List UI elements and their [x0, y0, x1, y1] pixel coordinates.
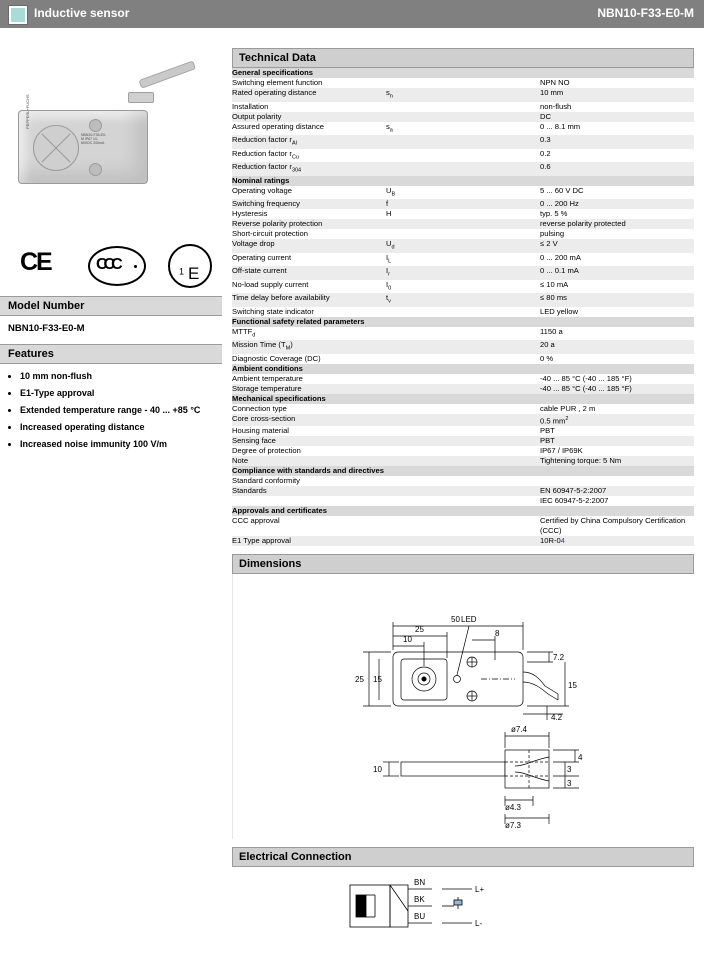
svg-text:BN: BN — [414, 878, 426, 888]
spec-value: 0.5 $mm^2$ — [540, 414, 694, 427]
spec-value: 0 ... 200 mA — [540, 252, 581, 262]
spec-value: LED yellow — [540, 306, 578, 316]
features-list — [0, 370, 222, 450]
spec-value: NPN NO — [540, 78, 570, 87]
spec-symbol: $U_B$ — [386, 185, 396, 198]
spec-label: Switching state indicator — [232, 306, 314, 316]
spec-value: ≤ 2 V — [540, 239, 694, 253]
ccc-mark-text: CCC — [96, 256, 119, 273]
table-group-label: Mechanical specifications — [232, 394, 694, 404]
svg-text:4: 4 — [578, 753, 583, 763]
spec-label: Assured operating distance — [232, 121, 325, 131]
product-photo — [0, 34, 222, 240]
table-row — [232, 112, 694, 122]
spec-symbol: $I_L$ — [386, 252, 392, 265]
electrical-svg — [232, 867, 694, 959]
spec-label: Sensing face — [232, 436, 386, 446]
spec-label — [232, 496, 386, 506]
svg-text:ø4.3: ø4.3 — [505, 803, 522, 813]
table-row — [232, 354, 694, 364]
spec-label: Voltage drop — [232, 239, 386, 253]
spec-value: 5 ... 60 V DC — [540, 185, 584, 195]
spec-value: DC — [540, 112, 694, 122]
spec-value: 10R-04 — [540, 536, 694, 546]
table-row — [232, 384, 694, 394]
table-row — [232, 327, 694, 341]
spec-symbol — [386, 384, 540, 394]
spec-value: PBT — [540, 426, 555, 436]
spec-symbol — [386, 219, 540, 229]
spec-symbol: $U_d$ — [386, 239, 540, 253]
spec-symbol — [386, 536, 540, 546]
model-number-value: NBN10-F33-E0-M — [8, 323, 85, 334]
table-group-row — [232, 317, 694, 327]
electrical-connection-header: Electrical Connection — [232, 847, 694, 867]
spec-symbol — [386, 354, 540, 364]
spec-symbol — [386, 229, 540, 239]
svg-text:15: 15 — [568, 681, 577, 691]
table-group-label: General specifications — [232, 68, 694, 78]
spec-symbol: f — [386, 199, 540, 209]
spec-label: Time delay before availability — [232, 293, 386, 307]
table-row — [232, 307, 694, 317]
spec-value: ≤ 80 ms — [540, 293, 694, 307]
spec-value: 0.2 — [540, 148, 551, 158]
table-row — [232, 102, 694, 112]
e1-mark-icon — [168, 244, 212, 288]
svg-text:25: 25 — [355, 675, 364, 685]
table-row — [232, 426, 694, 436]
cable-illustration — [138, 60, 196, 88]
spec-value: -40 ... 85 °C (-40 ... 185 °F) — [540, 373, 632, 383]
electrical-connection-drawing — [232, 867, 694, 962]
svg-text:10: 10 — [373, 765, 382, 775]
spec-value: 0.3 — [540, 135, 694, 149]
table-group-label: Ambient conditions — [232, 364, 694, 374]
spec-label: Switching element function — [232, 78, 323, 87]
spec-symbol — [386, 374, 540, 384]
table-group-row — [232, 394, 694, 404]
spec-symbol — [386, 446, 540, 456]
table-group-label: Compliance with standards and directives — [232, 466, 694, 476]
table-row — [232, 88, 694, 102]
spec-value: Tightening torque: 5 Nm — [540, 456, 694, 466]
table-row — [232, 340, 694, 354]
table-row — [232, 414, 694, 427]
spec-label: Standards — [232, 486, 386, 496]
table-row — [232, 78, 694, 88]
spec-value: 0 ... 200 Hz — [540, 199, 694, 209]
svg-text:L-: L- — [475, 919, 483, 929]
spec-label: CCC approval — [232, 516, 280, 526]
table-row — [232, 162, 694, 176]
technical-data-table — [232, 68, 694, 546]
svg-text:8: 8 — [495, 629, 500, 639]
sensor-part-label: NBN10-F33-E0-M IP67 10-60VDC 200mA — [81, 133, 107, 145]
svg-text:ø7.4: ø7.4 — [511, 725, 528, 735]
right-column — [232, 48, 694, 962]
header-model-number: NBN10-F33-E0-M — [597, 6, 694, 20]
spec-label: No-load supply current — [232, 279, 309, 289]
svg-text:BK: BK — [414, 895, 425, 905]
spec-symbol — [386, 436, 540, 446]
svg-text:L+: L+ — [475, 885, 485, 895]
spec-symbol: $I_r$ — [386, 266, 540, 280]
spec-symbol — [386, 102, 540, 112]
spec-label: Standard conformity — [232, 476, 300, 486]
feature-item: • Extended temperature range - 40 ... +85 °C — [20, 404, 214, 416]
spec-symbol — [386, 135, 540, 149]
table-group-label: Nominal ratings — [232, 176, 694, 186]
spec-symbol — [386, 404, 540, 414]
svg-text:25: 25 — [415, 625, 424, 635]
spec-symbol — [386, 149, 540, 163]
spec-value: 0 % — [540, 353, 554, 363]
dimensions-svg — [233, 574, 695, 836]
ccc-mark-icon — [88, 246, 146, 286]
spec-value: EN 60947-5-2:2007 — [540, 486, 694, 496]
spec-label: Installation — [232, 101, 269, 111]
spec-label: Output polarity — [232, 112, 386, 122]
table-row — [232, 199, 694, 209]
spec-value: IEC 60947-5-2:2007 — [540, 496, 609, 506]
spec-label: Mission Time $(T_M)$ — [232, 340, 386, 354]
spec-value: pulsing — [540, 229, 565, 239]
spec-value: cable PUR , 2 m — [540, 403, 596, 413]
table-row — [232, 496, 694, 506]
table-row — [232, 122, 694, 136]
table-group-row — [232, 176, 694, 186]
feature-item: • Increased noise immunity 100 V/m — [20, 438, 214, 450]
table-row — [232, 516, 694, 536]
table-row — [232, 219, 694, 229]
table-row — [232, 149, 694, 163]
mounting-hole-icon — [89, 119, 102, 132]
spec-value: 20 a — [540, 340, 694, 354]
svg-text:ø7.3: ø7.3 — [505, 821, 522, 831]
spec-label: Storage temperature — [232, 384, 386, 394]
dimensions-drawing — [232, 574, 695, 839]
spec-symbol — [386, 496, 540, 506]
page-title: Inductive sensor — [34, 6, 130, 20]
spec-symbol — [386, 486, 540, 496]
spec-value: reverse polarity protected — [540, 219, 694, 229]
feature-item: • E1-Type approval — [20, 387, 214, 399]
spec-symbol: $s_n$ — [386, 88, 540, 102]
page-header — [0, 0, 704, 28]
spec-value: non-flush — [540, 101, 572, 111]
spec-value: 1150 a — [540, 326, 563, 336]
svg-text:15: 15 — [373, 675, 382, 685]
table-row — [232, 280, 694, 294]
left-column — [0, 34, 222, 455]
table-row — [232, 436, 694, 446]
spec-symbol — [386, 327, 540, 341]
table-row — [232, 374, 694, 384]
spec-symbol: $s_a$ — [386, 121, 393, 134]
spec-label: Reverse polarity protection — [232, 219, 386, 229]
spec-symbol — [386, 414, 540, 427]
table-group-row — [232, 466, 694, 476]
table-row — [232, 293, 694, 307]
svg-text:3: 3 — [567, 765, 572, 775]
svg-text:10: 10 — [403, 635, 412, 645]
spec-symbol — [386, 112, 540, 122]
spec-value: PBT — [540, 436, 694, 446]
table-group-row — [232, 506, 694, 516]
table-row — [232, 239, 694, 253]
table-row — [232, 135, 694, 149]
spec-symbol — [386, 340, 540, 354]
feature-item: • 10 mm non-flush — [20, 370, 214, 382]
spec-label: Diagnostic Coverage (DC) — [232, 353, 321, 363]
ccc-mark-dot-icon — [134, 265, 137, 268]
spec-symbol: H — [386, 209, 392, 219]
spec-label: Degree of protection — [232, 446, 301, 456]
table-row — [232, 476, 694, 486]
spec-value: Certified by China Compulsory Certification (CCC) — [540, 516, 686, 536]
sensing-face-icon — [33, 125, 79, 171]
feature-item: • Increased operating distance — [20, 421, 214, 433]
svg-text:4.2: 4.2 — [551, 713, 563, 723]
spec-label: Ambient temperature — [232, 373, 303, 383]
spec-symbol: $t_v$ — [386, 293, 540, 307]
table-row — [232, 446, 694, 456]
spec-value: 10 mm — [540, 88, 694, 102]
spec-label: E1 Type approval — [232, 536, 386, 546]
spec-value — [540, 476, 694, 486]
table-row — [232, 266, 694, 280]
spec-label: $MTTF_d$ — [232, 326, 256, 339]
table-row — [232, 186, 694, 200]
spec-label: Operating current — [232, 252, 292, 262]
table-row — [232, 253, 694, 267]
table-group-row — [232, 364, 694, 374]
spec-label: Operating voltage — [232, 185, 292, 195]
ce-mark-icon: CE — [20, 248, 51, 276]
spec-label: Reduction factor $r_{304}$ — [232, 162, 386, 176]
table-row — [232, 536, 694, 546]
table-row — [232, 229, 694, 239]
spec-label: Short-circuit protection — [232, 229, 308, 239]
spec-label: Hysteresis — [232, 209, 268, 219]
spec-symbol — [386, 516, 540, 536]
spec-value: typ. 5 % — [540, 209, 568, 219]
table-row — [232, 456, 694, 466]
table-row — [232, 209, 694, 219]
spec-label: Connection type — [232, 403, 287, 413]
svg-text:LED: LED — [461, 615, 477, 625]
spec-symbol — [386, 476, 540, 486]
model-number-header: Model Number — [0, 296, 222, 316]
spec-symbol — [386, 426, 540, 436]
spec-symbol — [386, 456, 540, 466]
spec-value: -40 ... 85 °C (-40 ... 185 °F) — [540, 384, 694, 394]
table-row — [232, 486, 694, 496]
spec-label: Switching frequency — [232, 199, 386, 209]
features-header: Features — [0, 344, 222, 364]
header-logo-icon — [8, 5, 28, 25]
spec-label: Reduction factor $r_{Al}$ — [232, 135, 386, 149]
e1-mark-text: E $_1$ — [179, 264, 200, 283]
sensor-brand-label: PEPPERL+FUCHS — [25, 94, 30, 129]
approval-marks — [0, 240, 222, 296]
spec-value: 0 ... 0.1 mA — [540, 266, 694, 280]
svg-text:3: 3 — [567, 779, 572, 789]
spec-label: Note — [232, 456, 386, 466]
table-group-label: Functional safety related parameters — [232, 317, 694, 327]
table-group-label: Approvals and certificates — [232, 506, 694, 516]
table-row — [232, 404, 694, 414]
dimensions-header: Dimensions — [232, 554, 694, 574]
svg-text:50: 50 — [451, 615, 460, 625]
technical-data-header: Technical Data — [232, 48, 694, 68]
spec-label: Reduction factor $r_{Cu}$ — [232, 148, 299, 161]
spec-value: IP67 / IP69K — [540, 446, 583, 456]
spec-label: Core cross-section — [232, 414, 386, 427]
spec-symbol — [386, 78, 540, 88]
spec-symbol — [386, 307, 540, 317]
spec-symbol — [386, 162, 540, 176]
svg-text:7.2: 7.2 — [553, 653, 565, 663]
spec-value: 0.6 — [540, 162, 694, 176]
spec-label: Housing material — [232, 426, 289, 436]
mounting-hole-icon — [89, 163, 102, 176]
spec-value: 0 ... 8.1 mm — [540, 121, 581, 131]
table-group-row — [232, 68, 694, 78]
cable-gland-illustration — [128, 92, 154, 103]
svg-text:BU: BU — [414, 912, 426, 922]
spec-symbol: $I_0$ — [386, 279, 392, 292]
spec-value: ≤ 10 mA — [540, 279, 569, 289]
spec-label: Rated operating distance — [232, 88, 386, 102]
spec-label: Off-state current — [232, 266, 386, 280]
sensor-body-illustration — [18, 94, 148, 184]
